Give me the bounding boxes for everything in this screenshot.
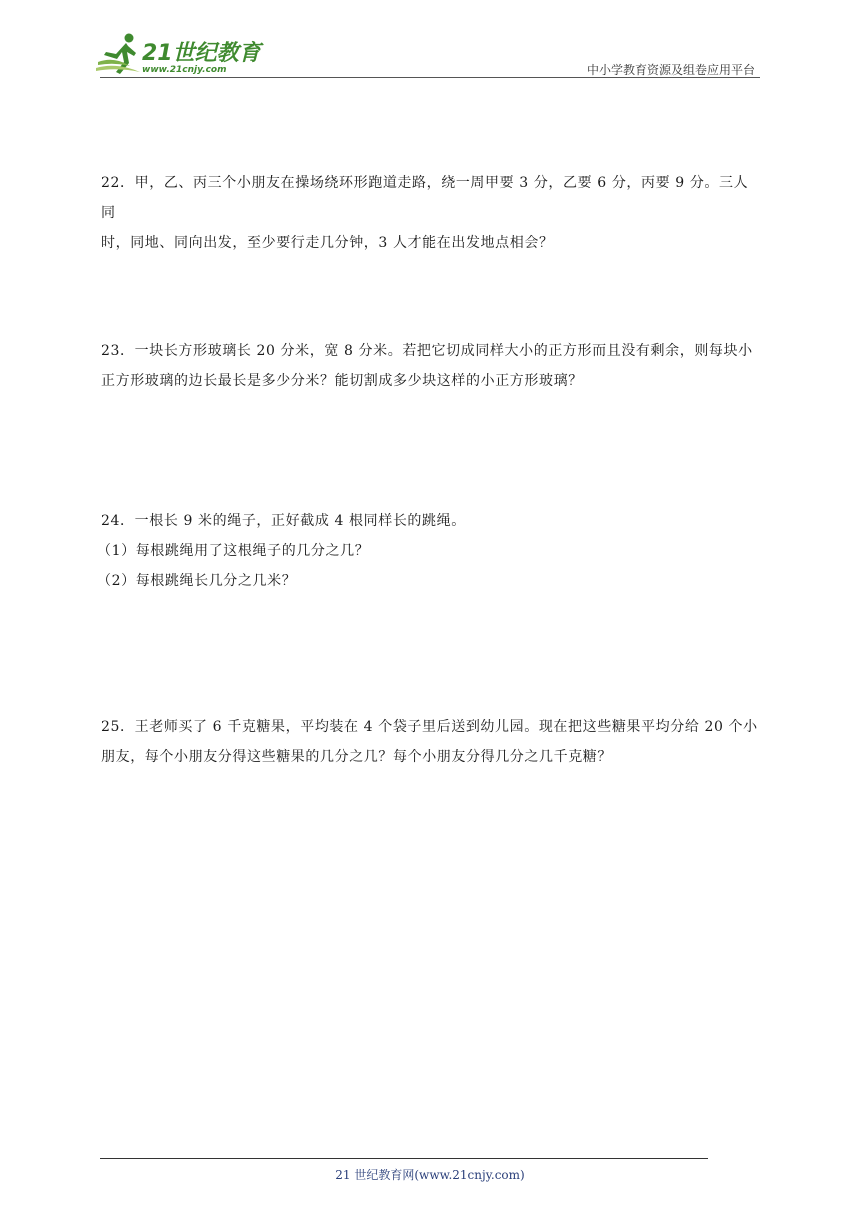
question-line: 25．王老师买了 6 千克糖果，平均装在 4 个袋子里后送到幼儿园。现在把这些糖果平均分给 20 个小 bbox=[101, 719, 758, 735]
question-line: 朋友，每个小朋友分得这些糖果的几分之几？每个小朋友分得几分之几千克糖？ bbox=[101, 749, 612, 765]
question-22 bbox=[101, 168, 761, 258]
question-24 bbox=[97, 506, 761, 596]
question-25 bbox=[101, 712, 761, 772]
question-line: 24．一根长 9 米的绳子，正好截成 4 根同样长的跳绳。 bbox=[101, 513, 466, 529]
question-line: 22．甲，乙、丙三个小朋友在操场绕环形跑道走路，绕一周甲要 3 分，乙要 6 分，丙要 9 分。三人同 bbox=[101, 175, 749, 221]
question-line: 23．一块长方形玻璃长 20 分米，宽 8 分米。若把它切成同样大小的正方形而且没有剩余，则每块小 bbox=[101, 343, 753, 359]
question-line: 正方形玻璃的边长最长是多少分米？能切割成多少块这样的小正方形玻璃？ bbox=[101, 373, 583, 389]
sub-question-1: （1）每根跳绳用了这根绳子的几分之几？ bbox=[97, 543, 370, 559]
logo-text: 21世纪教育 bbox=[142, 41, 261, 66]
footer-divider bbox=[100, 1158, 708, 1159]
header-divider bbox=[100, 77, 760, 78]
page-footer: 21 世纪教育网(www.21cnjy.com) bbox=[335, 1168, 525, 1182]
platform-title: 中小学教育资源及组卷应用平台 bbox=[586, 63, 755, 77]
runner-logo-icon bbox=[96, 32, 144, 76]
sub-question-2: （2）每根跳绳长几分之几米？ bbox=[97, 573, 297, 589]
question-23 bbox=[101, 336, 761, 396]
logo-url: www.21cnjy.com bbox=[142, 65, 227, 75]
question-line: 时，同地、同向出发，至少要行走几分钟，3 人才能在出发地点相会？ bbox=[101, 235, 554, 251]
page-header bbox=[0, 0, 860, 80]
site-logo bbox=[96, 32, 266, 78]
